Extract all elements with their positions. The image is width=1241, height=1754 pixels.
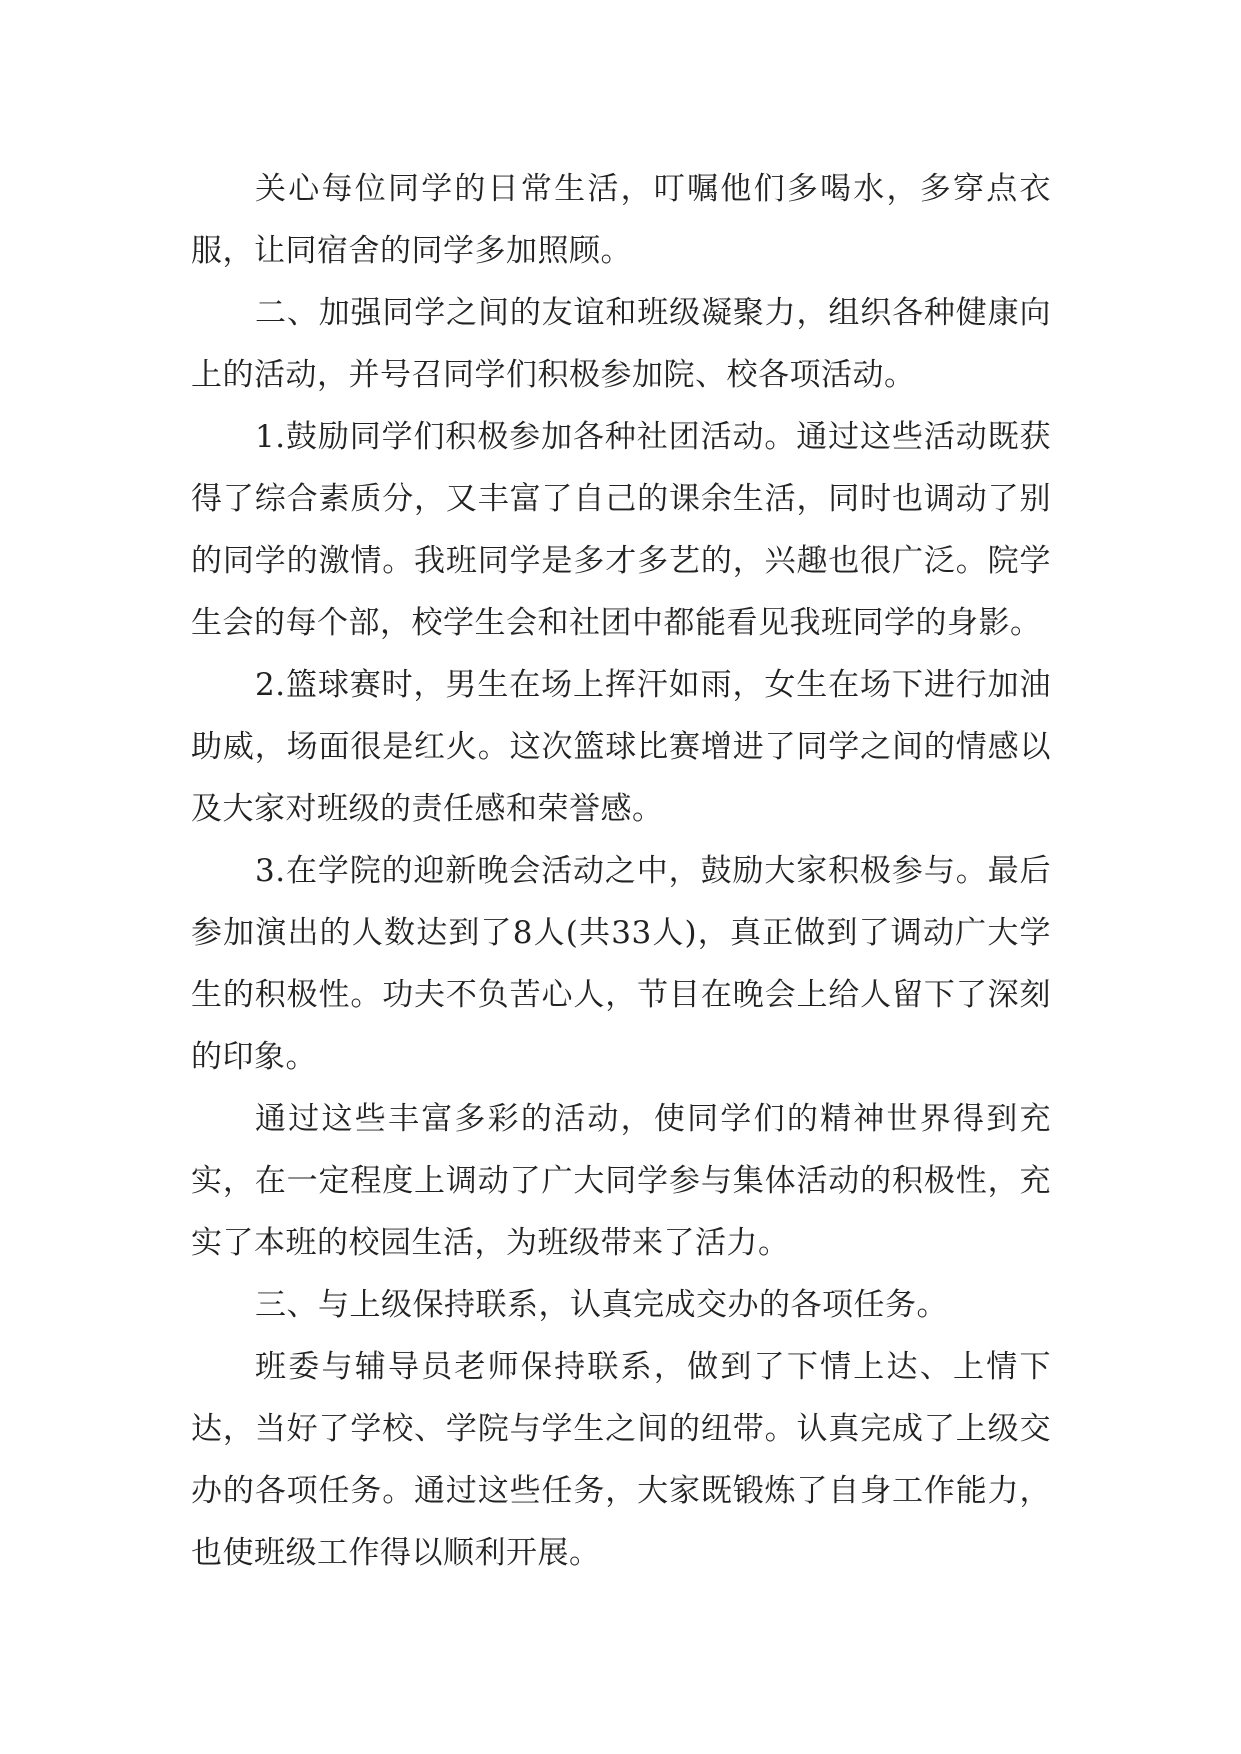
paragraph-activities-summary: 通过这些丰富多彩的活动，使同学们的精神世界得到充实，在一定程度上调动了广大同学参与集体活动的积极性，充实了本班的校园生活，为班级带来了活力。 [191, 1101, 1051, 1261]
paragraph-item-2-basketball: 2.篮球赛时，男生在场上挥汗如雨，女生在场下进行加油助威，场面很是红火。这次篮球比赛增进了同学之间的情感以及大家对班级的责任感和荣誉感。 [191, 667, 1051, 827]
paragraph-item-1-clubs: 1.鼓励同学们积极参加各种社团活动。通过这些活动既获得了综合素质分，又丰富了自己的课余生活，同时也调动了别的同学的激情。我班同学是多才多艺的，兴趣也很广泛。院学生会的每个部，校学生会和社团中都能看见我班同学的身影。 [191, 419, 1051, 641]
document-body [191, 158, 1051, 1584]
paragraph-daily-care: 关心每位同学的日常生活，叮嘱他们多喝水，多穿点衣服，让同宿舍的同学多加照顾。 [191, 171, 1051, 269]
paragraph-liaison: 班委与辅导员老师保持联系，做到了下情上达、上情下达，当好了学校、学院与学生之间的纽带。认真完成了上级交办的各项任务。通过这些任务，大家既锻炼了自身工作能力，也使班级工作得以顺利开展。 [191, 1349, 1051, 1571]
paragraph-item-3-welcome-party: 3.在学院的迎新晚会活动之中，鼓励大家积极参与。最后参加演出的人数达到了8人(共33人)，真正做到了调动广大学生的积极性。功夫不负苦心人，节目在晚会上给人留下了深刻的印象。 [191, 853, 1051, 1075]
paragraph-section-two-heading: 二、加强同学之间的友谊和班级凝聚力，组织各种健康向上的活动，并号召同学们积极参加院、校各项活动。 [191, 295, 1051, 393]
paragraph-section-three-heading: 三、与上级保持联系，认真完成交办的各项任务。 [255, 1287, 948, 1323]
